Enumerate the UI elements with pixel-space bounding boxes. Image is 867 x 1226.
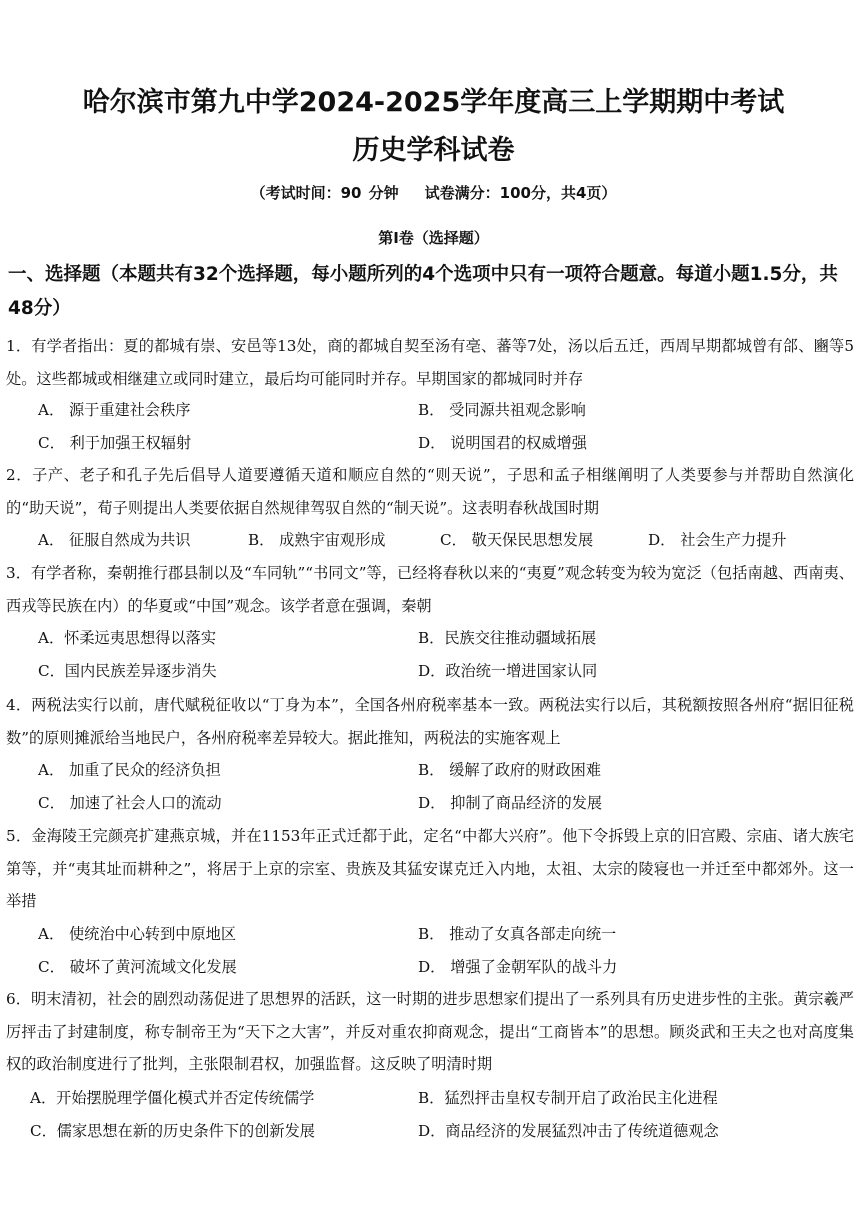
exam-time: （考试时间：90 分钟 xyxy=(250,184,399,202)
q6-option-b: B．猛烈抨击皇权专制开启了政治民主化进程 xyxy=(418,1089,718,1107)
q4-option-b: B． 缓解了政府的财政困难 xyxy=(418,761,602,779)
q6-option-d: D．商品经济的发展猛烈冲击了传统道德观念 xyxy=(418,1121,719,1140)
q3-option-b: B．民族交往推动疆域拓展 xyxy=(418,629,597,647)
q5-option-c: C． 破坏了黄河流域文化发展 xyxy=(38,957,237,976)
question-1-stem: 1．有学者指出：夏的都城有崇、安邑等13处，商的都城自契至汤有亳、蕃等7处，汤以后五迁，西周早期都城曾有郃、豳等5处。这些都城或相继建立或同时建立，最后均可能同时并存。早期国家的都城同时并存 xyxy=(6,337,854,388)
q1-option-d: D． 说明国君的权威增强 xyxy=(418,433,587,452)
q2-option-b: B． 成熟宇宙观形成 xyxy=(248,531,386,549)
question-4-stem: 4．两税法实行以前，唐代赋税征收以“丁身为本”，全国各州府税率基本一致。两税法实行以后，其税额按照各州府“据旧征税数”的原则摊派给当地民户，各州府税率差异较大。据此推知，两税法的实施客观上 xyxy=(6,696,854,747)
exam-title: 哈尔滨市第九中学2024-2025学年度高三上学期期中考试 xyxy=(82,87,785,118)
q1-option-b: B． 受同源共祖观念影响 xyxy=(418,401,586,419)
exam-info xyxy=(0,182,867,204)
question-3-stem: 3．有学者称，秦朝推行郡县制以及“车同轨”“书同文”等，已经将春秋以来的“夷夏”观念转变为较为宽泛（包括南越、西南夷、西戎等民族在内）的华夏或“中国”观念。该学者意在强调，秦朝 xyxy=(6,564,854,615)
q3-option-a: A．怀柔远夷思想得以落实 xyxy=(38,629,217,647)
q4-option-a: A． 加重了民众的经济负担 xyxy=(38,761,221,779)
section-heading: 一、选择题（本题共有32个选择题，每小题所列的4个选项中只有一项符合题意。每道小题1.5分，共48分） xyxy=(8,264,838,319)
q1-option-c: C． 利于加强王权辐射 xyxy=(38,433,192,452)
question-6-stem: 6．明末清初，社会的剧烈动荡促进了思想界的活跃，这一时期的进步思想家们提出了一系列具有历史进步性的主张。黄宗羲严厉抨击了封建制度，称专制帝王为“天下之大害”，并反对重农抑商观念，提出“工商皆本”的思想。顾炎武和王夫之也对高度集权的政治制度进行了批判，主张限制君权，加强监督。这反映了明清时期 xyxy=(6,990,854,1073)
question-5-stem: 5．金海陵王完颜亮扩建燕京城，并在1153年正式迁都于此，定名“中都大兴府”。他下令拆毁上京的旧宫殿、宗庙、诸大族宅第等，并“夷其址而耕种之”，将居于上京的宗室、贵族及其猛安谋克迁入内地，太祖、太宗的陵寝也一并迁至中都郊外。这一举措 xyxy=(6,827,854,910)
q5-option-d: D． 增强了金朝军队的战斗力 xyxy=(418,957,618,976)
q2-option-c: C． 敬天保民思想发展 xyxy=(440,531,594,549)
q4-option-d: D． 抑制了商品经济的发展 xyxy=(418,793,603,812)
q1-option-a: A． 源于重建社会秩序 xyxy=(38,401,191,419)
q3-option-c: C．国内民族差异逐步消失 xyxy=(38,661,217,680)
subject-title: 历史学科试卷 xyxy=(352,135,515,166)
q5-option-b: B． 推动了女真各部走向统一 xyxy=(418,925,617,943)
q2-option-a: A． 征服自然成为共识 xyxy=(38,531,191,549)
q6-option-c: C．儒家思想在新的历史条件下的创新发展 xyxy=(30,1121,315,1140)
exam-score: 试卷满分：100分，共4页） xyxy=(424,184,617,202)
q2-option-d: D． 社会生产力提升 xyxy=(648,531,787,549)
q3-option-d: D．政治统一增进国家认同 xyxy=(418,661,598,680)
question-2-stem: 2．子产、老子和孔子先后倡导人道要遵循天道和顺应自然的“则天说”，子思和孟子相继阐明了人类要参与并帮助自然演化的“助天说”，荀子则提出人类要依据自然规律驾驭自然的“制天说”。这表明春秋战国时期 xyxy=(6,466,854,517)
q4-option-c: C． 加速了社会人口的流动 xyxy=(38,793,222,812)
q5-option-a: A． 使统治中心转到中原地区 xyxy=(38,925,237,943)
part-label: 第Ⅰ卷（选择题） xyxy=(378,229,489,247)
q6-option-a: A．开始摆脱理学僵化模式并否定传统儒学 xyxy=(30,1089,315,1107)
